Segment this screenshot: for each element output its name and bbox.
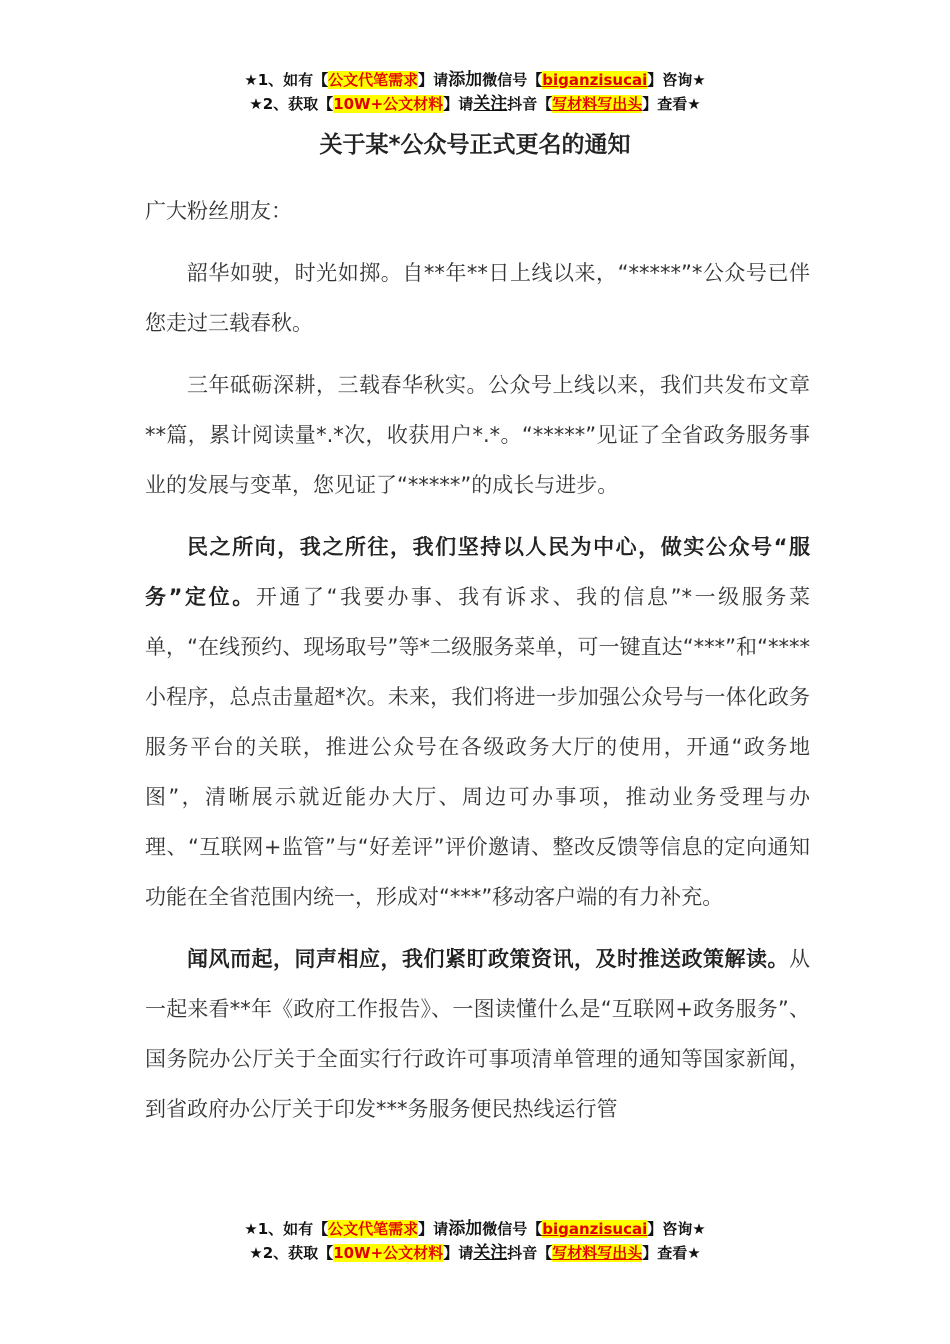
douyin-account[interactable]: 写材料写出头 <box>552 95 643 113</box>
paragraph-3-body: 开通了“我要办事、我有诉求、我的信息”*一级服务菜单，“在线预约、现场取号”等*二级服务菜单，可一键直达“***”和“****小程序，总点击量超*次。未来，我们将进一步加强公众号与一体化政务服务平台的关联，推进公众号在各级政务大厅的使用，开通“政务地图”，清晰展示就近能办大厅、周边可办事项，推动业务受理与办理、“互联网+监管”与“好差评”评价邀请、整改反馈等信息的定向通知功能在全省范围内统一，形成对“***”移动客户端的有力补充。 <box>145 585 810 909</box>
paragraph-3-lead: 民之所向，我之所往，我们坚持以人民为中心，做实公众号“服务”定位。 <box>145 535 810 609</box>
promo-line-1: ★1、如有【公文代笔需求】请添加微信号【biganzisucai】咨询★ <box>244 1219 706 1239</box>
promo-banner-top <box>0 68 950 116</box>
highlight-materials: 10W+公文材料 <box>333 95 444 113</box>
highlight-materials: 10W+公文材料 <box>333 1244 444 1262</box>
highlight-ghostwriting: 公文代笔需求 <box>328 1220 419 1238</box>
highlight-ghostwriting: 公文代笔需求 <box>328 71 419 89</box>
wechat-id[interactable]: biganzisucai <box>542 1220 648 1238</box>
wechat-id[interactable]: biganzisucai <box>542 71 648 89</box>
document-body <box>145 186 810 1146</box>
paragraph-3 <box>145 522 810 922</box>
douyin-account[interactable]: 写材料写出头 <box>552 1244 643 1262</box>
paragraph-4-lead: 闻风而起，同声相应，我们紧盯政策资讯，及时推送政策解读。 <box>187 947 789 971</box>
promo-line-2: ★2、获取【10W+公文材料】请关注抖音【写材料写出头】查看★ <box>249 1243 701 1263</box>
salutation: 广大粉丝朋友： <box>145 199 292 223</box>
paragraph-4 <box>145 934 810 1134</box>
paragraph-1: 韶华如驶，时光如掷。自**年**日上线以来，“*****”*公众号已伴您走过三载春秋。 <box>145 261 810 335</box>
promo-line-1: ★1、如有【公文代笔需求】请添加微信号【biganzisucai】咨询★ <box>244 70 706 90</box>
document-title: 关于某*公众号正式更名的通知 <box>319 132 631 158</box>
paragraph-2: 三年砥砺深耕，三载春华秋实。公众号上线以来，我们共发布文章**篇，累计阅读量*.*次，收获用户*.*。“*****”见证了全省政务服务事业的发展与变革，您见证了“*****”的成长与进步。 <box>145 373 810 497</box>
paragraph-4-body: 从一起来看**年《政府工作报告》、一图读懂什么是“互联网+政务服务”、国务院办公厅关于全面实行行政许可事项清单管理的通知等国家新闻，到省政府办公厅关于印发***务服务便民热线运行管 <box>145 947 810 1121</box>
promo-line-2: ★2、获取【10W+公文材料】请关注抖音【写材料写出头】查看★ <box>249 94 701 114</box>
promo-banner-bottom <box>0 1217 950 1265</box>
